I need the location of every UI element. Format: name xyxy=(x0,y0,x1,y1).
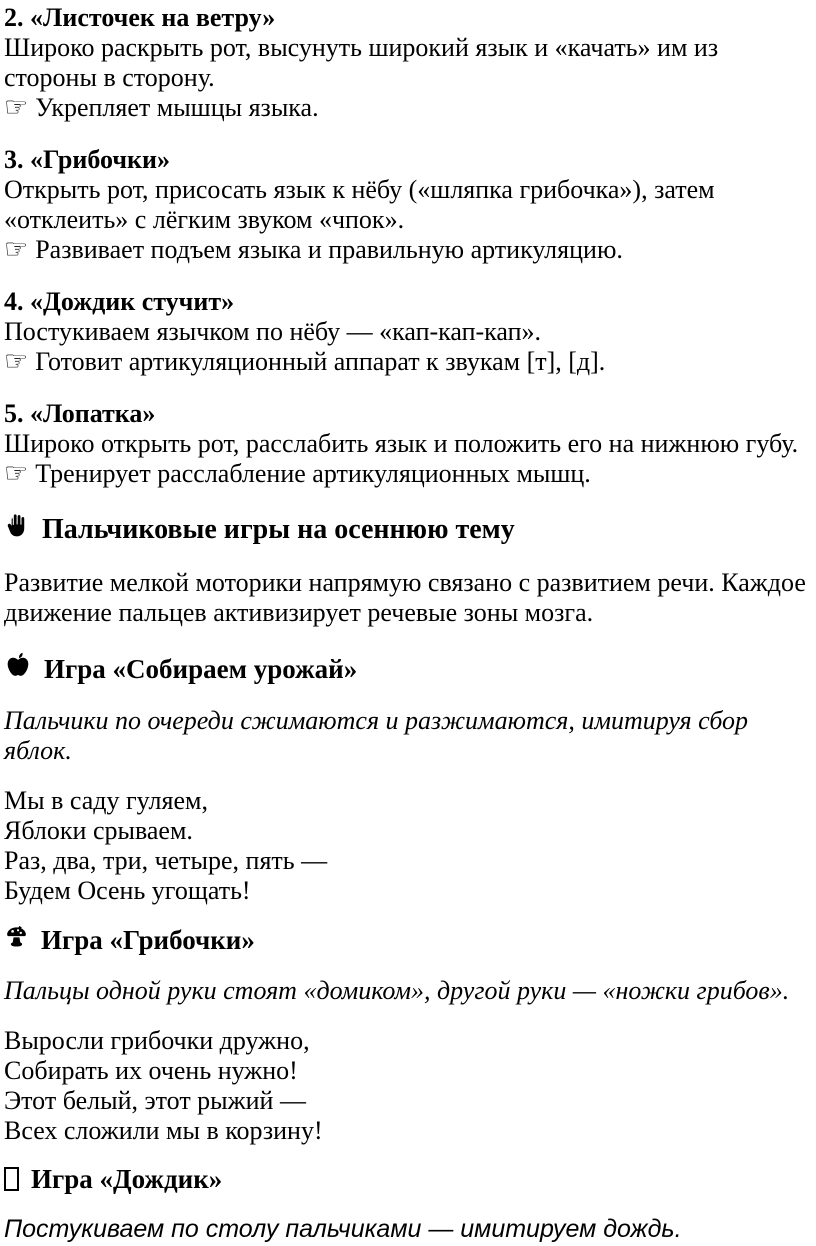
pointing-hand-icon: ☞ xyxy=(4,234,29,265)
game-rain xyxy=(4,1162,810,1244)
exercise-benefit xyxy=(4,93,810,123)
pointing-hand-icon: ☞ xyxy=(4,92,29,123)
exercise-description: Широко раскрыть рот, высунуть широкий язык и «качать» им из стороны в сторону. xyxy=(4,33,719,92)
game-title-text: Игра «Дождик» xyxy=(31,1164,223,1194)
exercise-title: 3. «Грибочки» xyxy=(4,145,170,174)
exercise-description: Широко открыть рот, расслабить язык и положить его на нижнюю губу. xyxy=(4,429,799,458)
exercise-block-4 xyxy=(4,287,810,377)
game-instruction: Пальцы одной руки стоят «домиком», другой руки — «ножки грибов». xyxy=(4,976,790,1005)
exercise-block-2 xyxy=(4,3,810,123)
poem-line: Будем Осень угощать! xyxy=(4,876,251,905)
exercise-description: Открыть рот, присосать язык к нёбу («шляпка грибочка»), затем «отклеить» с лёгким звуком «чпок». xyxy=(4,175,715,234)
pointing-hand-icon: ☞ xyxy=(4,346,29,377)
mushroom-icon xyxy=(4,922,29,958)
poem-line: Выросли грибочки дружно, xyxy=(4,1026,310,1055)
game-title-text: Игра «Грибочки» xyxy=(41,925,255,955)
apple-icon xyxy=(4,650,32,688)
poem-line: Яблоки срываем. xyxy=(4,816,193,845)
exercise-benefit xyxy=(4,347,810,377)
poem-line: Этот белый, этот рыжий — xyxy=(4,1086,306,1115)
exercise-benefit-text: Тренирует расслабление артикуляционных мышц. xyxy=(35,459,591,488)
game-mushrooms xyxy=(4,922,810,1146)
finger-games-intro: Развитие мелкой моторики напрямую связано с развитием речи. Каждое движение пальцев активизирует речевые зоны мозга. xyxy=(4,568,806,627)
game-title xyxy=(4,922,810,958)
game-instruction: Пальчики по очереди сжимаются и разжимаются, имитируя сбор яблок. xyxy=(4,706,749,765)
game-title-text: Игра «Собираем урожай» xyxy=(44,654,358,684)
exercise-title: 2. «Листочек на ветру» xyxy=(4,3,276,32)
exercise-block-3 xyxy=(4,145,810,265)
game-title xyxy=(4,1162,810,1196)
exercise-benefit-text: Укрепляет мышцы языка. xyxy=(35,93,319,122)
game-instruction: Постукиваем по столу пальчиками — имитируем дождь. xyxy=(4,1215,682,1243)
pointing-hand-icon: ☞ xyxy=(4,458,29,489)
game-title xyxy=(4,650,810,688)
exercise-benefit xyxy=(4,235,810,265)
exercise-description: Постукиваем язычком по нёбу — «кап-кап-кап». xyxy=(4,317,542,346)
exercise-benefit-text: Готовит артикуляционный аппарат к звукам [т], [д]. xyxy=(35,347,606,376)
poem-line: Всех сложили мы в корзину! xyxy=(4,1116,323,1145)
poem-line: Раз, два, три, четыре, пять — xyxy=(4,846,328,875)
game-harvest xyxy=(4,650,810,906)
finger-games-heading-text: Пальчиковые игры на осеннюю тему xyxy=(42,513,515,545)
missing-glyph-icon xyxy=(4,1167,19,1191)
raised-hand-icon xyxy=(4,511,30,548)
poem-line: Собирать их очень нужно! xyxy=(4,1056,298,1085)
exercise-title: 5. «Лопатка» xyxy=(4,399,156,428)
finger-games-heading xyxy=(4,511,810,548)
exercise-title: 4. «Дождик стучит» xyxy=(4,287,235,316)
exercise-benefit-text: Развивает подъем языка и правильную артикуляцию. xyxy=(35,235,623,264)
poem-line: Мы в саду гуляем, xyxy=(4,786,208,815)
exercise-benefit xyxy=(4,459,810,489)
game-poem xyxy=(4,786,810,906)
exercise-block-5 xyxy=(4,399,810,489)
game-poem xyxy=(4,1026,810,1146)
